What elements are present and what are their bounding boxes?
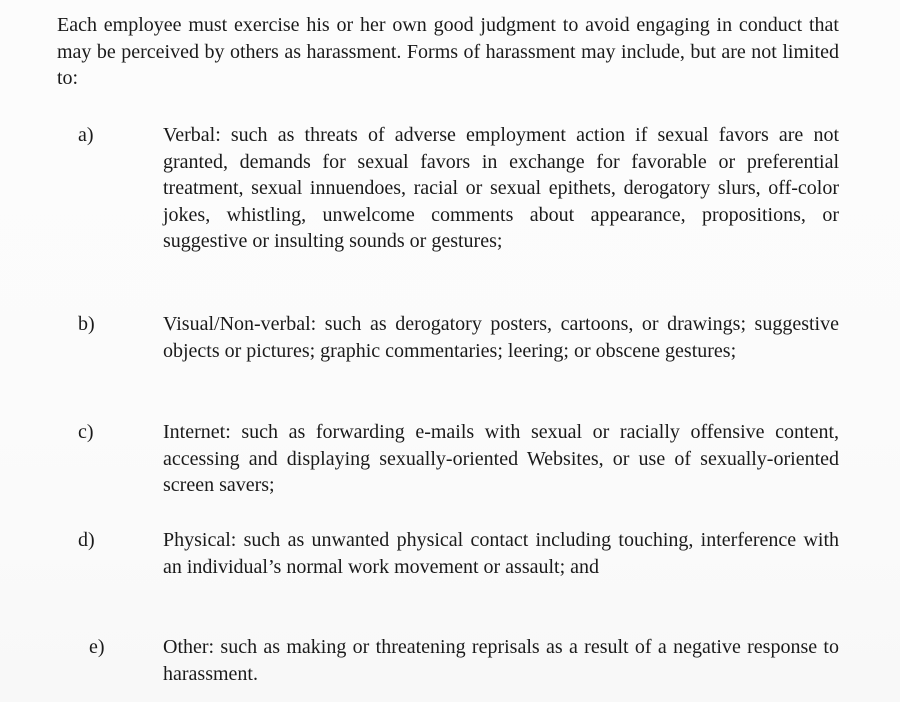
list-item-text: Internet: such as forwarding e-mails with sexual or racially offensive content, accessing and displaying sexually-oriented Websites, or use of sexually-oriented screen savers; [163, 421, 839, 496]
list-item-text: Verbal: such as threats of adverse employment action if sexual favors are not granted, demands for sexual favors in exchange for favorable or preferential treatment, sexual innuendoes, racial or sexual epithets, derogatory slurs, off-color jokes, whistling, unwelcome comments about appearance, propositions, or suggestive or insulting sounds or gestures; [163, 124, 839, 252]
intro-paragraph: Each employee must exercise his or her own good judgment to avoid engaging in conduct that may be perceived by others as harassment. Forms of harassment may include, but are not limited to: [57, 14, 839, 89]
list-item-text: Other: such as making or threatening reprisals as a result of a negative response to harassment. [163, 636, 839, 685]
list-item-letter: d) [78, 529, 95, 551]
list-item-text: Physical: such as unwanted physical contact including touching, interference with an individual’s normal work movement or assault; and [163, 529, 839, 578]
list-item-letter: b) [78, 313, 95, 335]
list-item-letter: c) [78, 421, 94, 443]
list-item-letter: e) [89, 636, 105, 658]
list-item-letter: a) [78, 124, 94, 146]
list-item-text: Visual/Non-verbal: such as derogatory posters, cartoons, or drawings; suggestive objects or pictures; graphic commentaries; leering; or obscene gestures; [163, 313, 839, 362]
